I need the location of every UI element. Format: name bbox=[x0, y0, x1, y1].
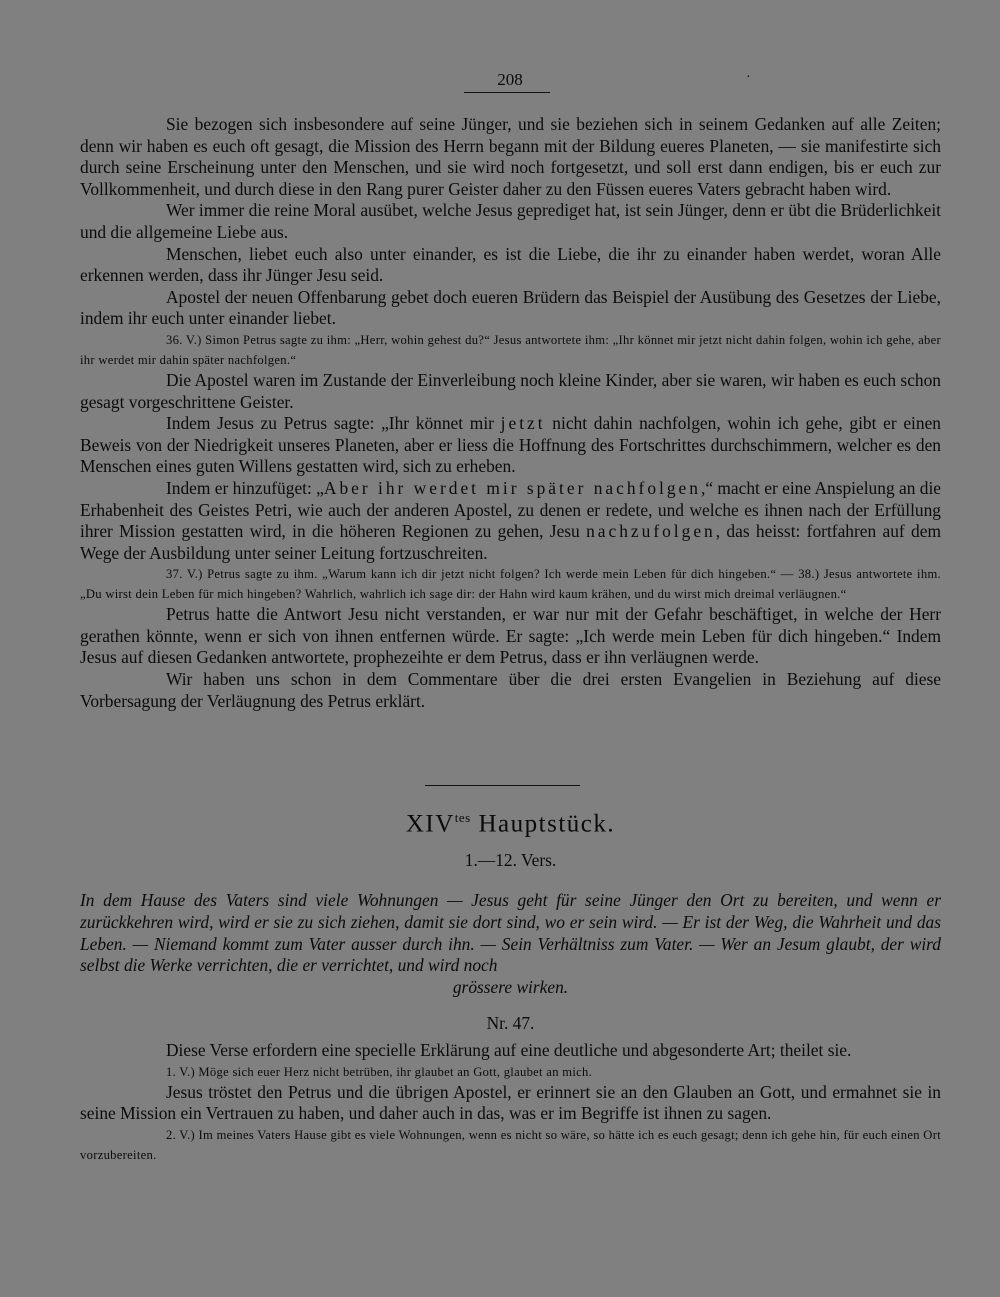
text-run: nicht dahin nachfolgen, wohin ich gehe, gibt er einen Beweis von der Niedrigkeit unseres Planeten, aber er liess die Hoffnung des Fortschrittes durchschimmern, welcher es den Menschen eines guten Willens gestatten wird, sich zu erheben. bbox=[80, 413, 942, 477]
paragraph: Jesus tröstet den Petrus und die übrigen Apostel, er erinnert sie an den Glauben an Gott, und ermahnet sie in seine Mission ein Vertrauen zu haben, und daher auch in das, was er im Begriffe ist ihnen zu sagen. bbox=[80, 1081, 941, 1124]
summary-last-line: grössere wirken. bbox=[452, 977, 569, 998]
summary-text: In dem Hause des Vaters sind viele Wohnungen — Jesus geht für seine Jünger den Ort zu bereiten, und wenn er zurückkehren wird, wird er sie zu sich ziehen, damit sie dort sind, wo er sein wird. — Er ist der Weg, die Wahrheit und das Leben. — Niemand kommt zum Vater ausser durch ihn. — Sein Verhältniss zum Vater. — Wer an Jesum glaubt, der wird selbst die Werke verrichten, die er verrichtet, und wird noch bbox=[80, 890, 941, 976]
speck-mark: · bbox=[746, 70, 751, 85]
verse-range: 1.—12. Vers. bbox=[464, 850, 557, 870]
chapter-ordinal-suffix: tes bbox=[454, 810, 471, 825]
chapter-number: XIV bbox=[405, 810, 455, 838]
text-run: ,“ macht er eine Anspielung an die Erhabenheit des Geistes Petri, wie auch der anderen Apostel, zu denen er redete, und welche es ihnen nach der Erfüllung ihrer Mission gestatten wird, in die höheren Regionen zu gehen, Jesu bbox=[80, 477, 941, 542]
text-run: Indem Jesus zu Petrus sagte: „Ihr könnet mir bbox=[166, 413, 501, 434]
paragraph: Diese Verse erfordern eine specielle Erklärung auf eine deutliche und abgesonderte Art; theilet sie. bbox=[166, 1040, 852, 1060]
paragraph: Die Apostel waren im Zustande der Einverleibung noch kleine Kinder, aber sie waren, wir haben es euch schon gesagt vorgeschrittene Geister. bbox=[80, 369, 941, 412]
verse-quotation: 1. V.) Möge sich euer Herz nicht betrüben, ihr glaubet an Gott, glaubet an mich. bbox=[166, 1064, 593, 1079]
section-number: Nr. 47. bbox=[486, 1013, 535, 1033]
chapter-summary bbox=[80, 890, 941, 999]
spaced-emphasis: nachzufolgen bbox=[586, 521, 716, 542]
commentary-body-text bbox=[80, 1040, 941, 1165]
paragraph: Apostel der neuen Offenbarung gebet doch eueren Brüdern das Beispiel der Ausübung des Gesetzes der Liebe, indem ihr euch unter einander liebet. bbox=[80, 286, 941, 329]
page-number: 208 bbox=[497, 70, 523, 89]
chapter-word: Hauptstück. bbox=[470, 810, 616, 838]
paragraph bbox=[80, 413, 941, 478]
text-run: , das heisst: fortfahren auf dem Wege der Ausbildung unter seiner Leitung fortzuschreiten. bbox=[80, 521, 941, 563]
paragraph bbox=[80, 478, 941, 564]
verse-quotation: 36. V.) Simon Petrus sagte zu ihm: „Herr, wohin gehest du?“ Jesus antwortete ihm: „Ihr könnet mir jetzt nicht dahin folgen, wohin ich gehe, aber ihr werdet mir dahin später nachfolgen.“ bbox=[80, 332, 941, 367]
text-run: Indem er hinzufüget: „ bbox=[166, 477, 324, 498]
chapter-heading bbox=[80, 810, 941, 838]
paragraph: Sie bezogen sich insbesondere auf seine Jünger, und sie beziehen sich in seinem Gedanken auf alle Zeiten; denn wir haben es euch oft gesagt, die Mission des Herrn begann mit der Bildung eueres Planeten, — sie manifestirte sich durch seine Erscheinung unter den Menschen, und sie wird noch fortgesetzt, und soll erst dann endigen, bis er euch zur Vollkommenheit, und durch diese in den Rang purer Geister daher zu den Füssen eueres Vaters gebracht haben wird. bbox=[80, 114, 941, 199]
main-body-text bbox=[80, 114, 941, 712]
spaced-emphasis: Aber ihr werdet mir später nachfolgen bbox=[323, 477, 701, 498]
header-rule bbox=[464, 92, 550, 93]
paragraph: Wir haben uns schon in dem Commentare über die drei ersten Evangelien in Beziehung auf diese Vorbersagung der Verläugnung des Petrus erklärt. bbox=[80, 669, 941, 711]
verse-quotation: 37. V.) Petrus sagte zu ihm. „Warum kann ich dir jetzt nicht folgen? Ich werde mein Leben für dich hingeben.“ — 38.) Jesus antwortete ihm. „Du wirst dein Leben für mich hingeben? Wahrlich, wahrlich ich sage dir: der Hahn wird kaum krähen, und du wirst mich dreimal verläugnen.“ bbox=[80, 567, 941, 602]
paragraph: Menschen, liebet euch also unter einander, es ist die Liebe, die ihr zu einander haben werdet, woran Alle erkennen werden, dass ihr Jünger Jesu seid. bbox=[80, 243, 941, 286]
verse-quotation: 2. V.) Im meines Vaters Hause gibt es viele Wohnungen, wenn es nicht so wäre, so hätte ich es euch gesagt; denn ich gehe hin, für euch einen Ort vorzubereiten. bbox=[80, 1127, 941, 1162]
spaced-emphasis: jetzt bbox=[500, 413, 546, 434]
paragraph: Petrus hatte die Antwort Jesu nicht verstanden, er war nur mit der Gefahr beschäftiget, in welche der Herr gerathen könnte, wenn er sich von ihnen entfernen würde. Er sagte: „Ich werde mein Leben für dich hingeben.“ Indem Jesus auf diesen Gedanken antwortete, prophezeihte er dem Petrus, dass er ihn verläugnen werde. bbox=[80, 604, 941, 668]
section-divider bbox=[425, 785, 580, 786]
paragraph: Wer immer die reine Moral ausübet, welche Jesus geprediget hat, ist sein Jünger, denn er übt die Brüderlichkeit und die allgemeine Liebe aus. bbox=[80, 200, 941, 242]
